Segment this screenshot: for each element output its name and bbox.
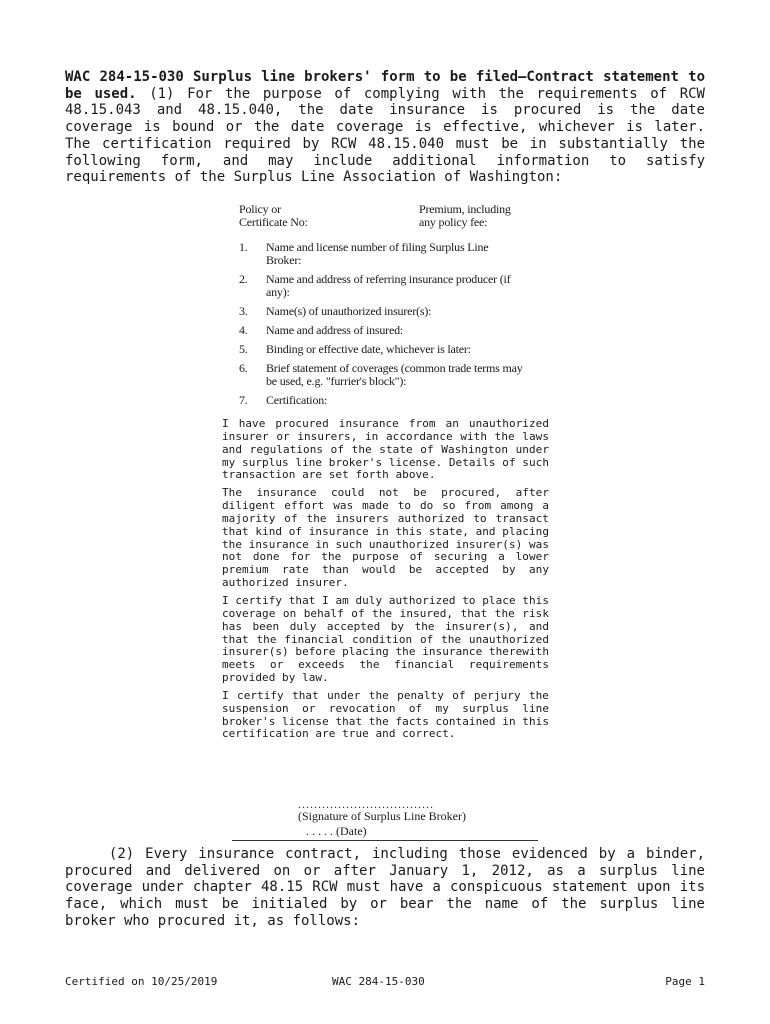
intro-paragraph xyxy=(65,69,705,186)
form-item xyxy=(239,273,539,299)
form-item xyxy=(239,362,539,388)
broker-form xyxy=(239,203,539,413)
signature-line: .................................. xyxy=(298,797,434,811)
premium-label: Premium, including any policy fee: xyxy=(419,202,511,229)
signature-label: (Signature of Surplus Line Broker) xyxy=(298,809,466,823)
form-item xyxy=(239,305,539,318)
form-item xyxy=(239,343,539,356)
page-footer xyxy=(65,975,705,991)
paragraph-2 xyxy=(65,846,705,930)
item-text: Brief statement of coverages (common trade terms may be used, e.g. "furrier's block"): xyxy=(266,361,523,388)
certified-date: Certified on 10/25/2019 xyxy=(65,975,218,988)
form-item xyxy=(239,241,539,267)
form-item xyxy=(239,394,539,407)
certification-paragraph: The insurance could not be procured, after diligent effort was made to do so from among a majority of the insurers authorized to transact that kind of insurance in this state, and placing the insurance in such unauthorized insurer(s) was not done for the purpose of securing a lower premium rate than would be accepted by any authorized insurer. xyxy=(222,486,549,590)
certification-text xyxy=(222,418,549,746)
page-number: Page 1 xyxy=(665,975,705,988)
item-number: 4. xyxy=(239,323,248,337)
item-number: 2. xyxy=(239,272,248,286)
form-items xyxy=(239,241,539,407)
item-text: Name(s) of unauthorized insurer(s): xyxy=(266,304,432,318)
item-text: Name and address of referring insurance producer (if any): xyxy=(266,272,511,299)
policy-label: Policy or Certificate No: xyxy=(239,202,308,229)
certification-paragraph: I have procured insurance from an unauthorized insurer or insurers, in accordance with the laws and regulations of the state of Washington under my surplus line broker's license. Details of such transaction are set forth above. xyxy=(222,417,549,482)
paragraph-1: (1) For the purpose of complying with the requirements of RCW 48.15.043 and 48.15.040, the date insurance is procured is the date coverage is bound or the date coverage is effective, whichever is later. The certification required by RCW 48.15.040 must be in substantially the following form, and may include additional information to satisfy requirements of the Surplus Line Association of Washington: xyxy=(65,85,705,186)
form-divider xyxy=(232,840,538,841)
certification-paragraph: I certify that I am duly authorized to place this coverage on behalf of the insured, that the risk has been duly accepted by the insurer(s), and that the financial condition of the unauthorized insurer(s) before placing the insurance therewith meets or exceeds the financial requirements provided by law. xyxy=(222,593,549,685)
date-label: . . . . . (Date) xyxy=(306,824,367,838)
item-text: Name and license number of filing Surplus Line Broker: xyxy=(266,240,489,267)
paragraph-2-text: (2) Every insurance contract, including those evidenced by a binder, procured and delivered on or after January 1, 2012, as a surplus line coverage under chapter 48.15 RCW must have a conspicuous statement upon its face, which must be initialed by or bear the name of the surplus line broker who procured it, as follows: xyxy=(65,846,706,929)
item-number: 5. xyxy=(239,342,248,356)
item-number: 1. xyxy=(239,240,248,254)
section-heading: WAC 284-15-030 Surplus line brokers' form to be filed—Contract statement to be used. xyxy=(65,69,705,102)
item-number: 7. xyxy=(239,393,248,407)
form-header xyxy=(239,203,539,233)
item-text: Name and address of insured: xyxy=(266,323,404,337)
item-number: 6. xyxy=(239,361,248,375)
footer-citation: WAC 284-15-030 xyxy=(332,975,425,988)
item-text: Binding or effective date, whichever is later: xyxy=(266,342,471,356)
item-number: 3. xyxy=(239,304,248,318)
form-item xyxy=(239,324,539,337)
item-text: Certification: xyxy=(266,393,328,407)
certification-paragraph: I certify that under the penalty of perjury the suspension or revocation of my surplus line broker's license that the facts contained in this certification are true and correct. xyxy=(222,688,549,741)
